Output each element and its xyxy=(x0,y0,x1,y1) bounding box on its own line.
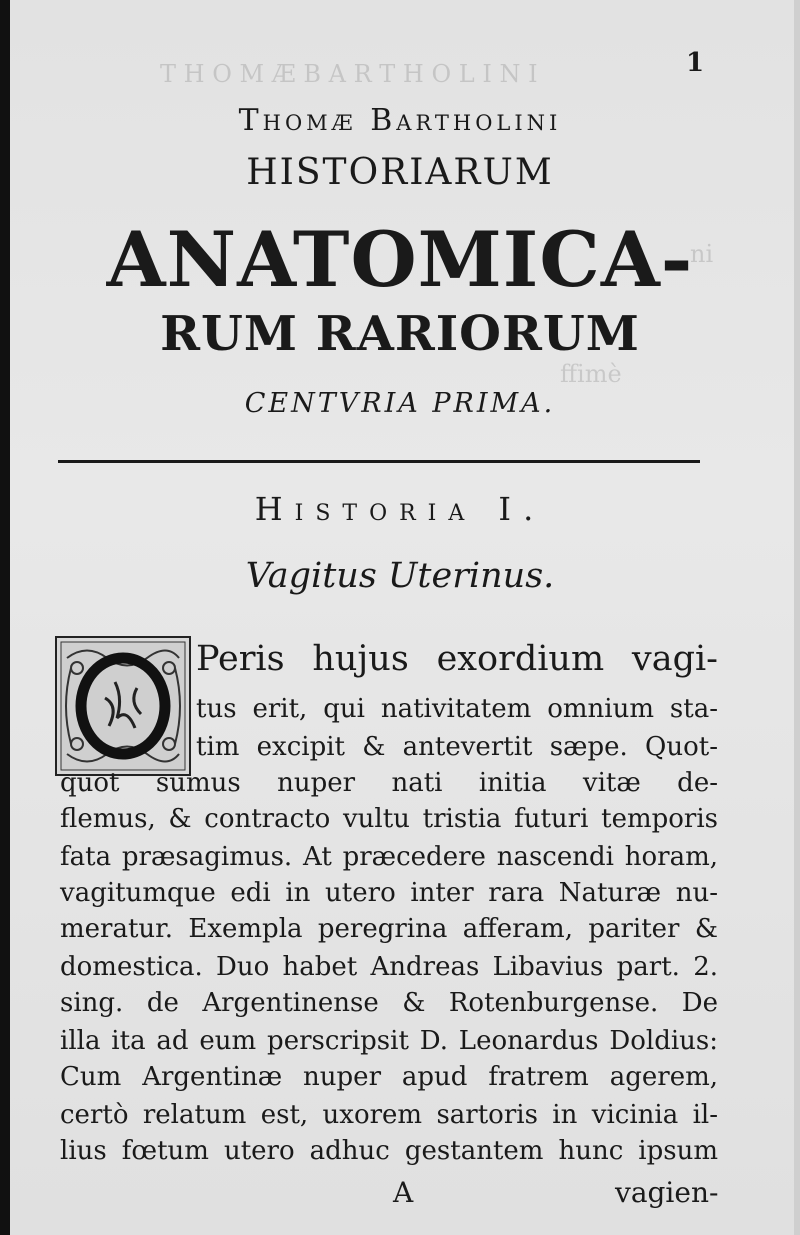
body-line: tim excipit & antevertit sæpe. Quot- xyxy=(196,732,718,762)
show-through: ffimè xyxy=(560,360,622,388)
author-name: Thomæ Bartholini xyxy=(238,103,562,138)
section-subtitle: Vagitus Uterinus. xyxy=(245,556,555,596)
body-line: sing. de Argentinense & Rotenburgense. De xyxy=(60,988,718,1018)
body-line: tus erit, qui nativitatem omnium sta- xyxy=(196,694,718,724)
body-line: Cum Argentinæ nuper apud fratrem agerem, xyxy=(60,1062,718,1092)
catchword: vagien- xyxy=(615,1176,719,1209)
body-line: flemus, & contracto vultu tristia futuri temporis xyxy=(60,804,718,834)
body-line: meratur. Exempla peregrina afferam, pariter & xyxy=(60,914,718,944)
body-line: fata præsagimus. At præcedere nascendi horam, xyxy=(60,842,718,872)
show-through: ni xyxy=(690,240,714,268)
body-line: illa ita ad eum perscripsit D. Leonardus Doldius: xyxy=(60,1026,718,1056)
title-line-rariorum: RUM RARIORUM xyxy=(160,306,640,362)
signature-mark: A xyxy=(393,1176,414,1209)
body-line: domestica. Duo habet Andreas Libavius part. 2. xyxy=(60,952,718,982)
body-line: certò relatum est, uxorem sartoris in vicinia il- xyxy=(60,1100,718,1130)
body-line: vagitumque edi in utero inter rara Naturæ nu- xyxy=(60,878,718,908)
show-through: T H O M Æ B A R T H O L I N I xyxy=(160,60,538,88)
horizontal-rule xyxy=(58,460,700,463)
body-line: lius fœtum utero adhuc gestantem hunc ipsum xyxy=(60,1136,718,1166)
page-number: 1 xyxy=(686,48,705,78)
title-line-anatomica: ANATOMICA- xyxy=(106,215,694,304)
title-line-centuria: CENTVRIA PRIMA. xyxy=(244,388,556,419)
title-line-historiarum: HISTORIARUM xyxy=(246,152,554,193)
body-line: quot sumus nuper nati initia vitæ de- xyxy=(60,768,718,798)
decorated-initial-o xyxy=(55,636,191,776)
section-heading: Historia I. xyxy=(254,490,546,528)
body-line: Peris hujus exordium vagi- xyxy=(196,639,718,679)
ornament-icon xyxy=(57,638,189,774)
